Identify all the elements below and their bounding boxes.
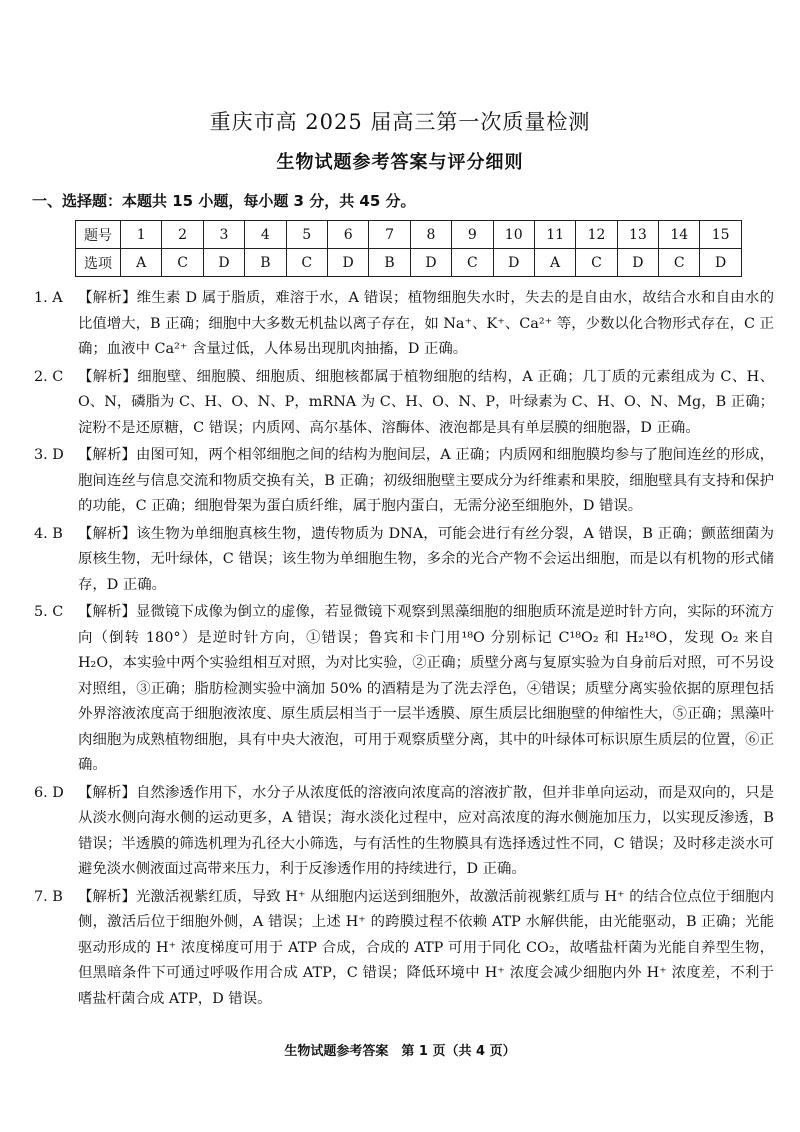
- answer-option-cell: A: [534, 249, 575, 277]
- question-number-cell: 14: [659, 221, 700, 249]
- explanation-number: 5. C: [34, 604, 64, 620]
- question-number-cell: 5: [286, 221, 327, 249]
- answer-table-option-row: [76, 249, 742, 277]
- question-number-cell: 8: [410, 221, 451, 249]
- answer-option-cell: D: [493, 249, 534, 277]
- question-number-cell: 7: [369, 221, 410, 249]
- question-number-cell: 11: [534, 221, 575, 249]
- answer-option-cell: C: [659, 249, 700, 277]
- explanation-item: [34, 600, 774, 779]
- explanation-item: [34, 286, 774, 363]
- explanation-number: 7. B: [34, 888, 63, 905]
- explanation-number: 6. D: [34, 784, 64, 801]
- answer-option-cell: C: [162, 249, 203, 277]
- explanation-item: [34, 885, 774, 1013]
- answer-table: [75, 220, 742, 277]
- explanation-number: 4. B: [34, 525, 63, 542]
- question-number-cell: 6: [327, 221, 368, 249]
- section-heading: 一、选择题：本题共 15 小题，每小题 3 分，共 45 分。: [32, 192, 416, 210]
- answer-option-cell: C: [286, 249, 327, 277]
- explanation-text: 【解析】该生物为单细胞真核生物，遗传物质为 DNA，可能会进行有丝分裂，A 错误，B 正确；颤蓝细菌为原核生物，无叶绿体，C 错误；该生物为单细胞生物，多余的光合产物不会运出细胞，而是以有机物的形式储存，D 正确。: [78, 525, 774, 593]
- explanation-text: 【解析】自然渗透作用下，水分子从浓度低的溶液向浓度高的溶液扩散，但并非单向运动，而是双向的，只是从淡水侧向海水侧的运动更多，A 错误；海水淡化过程中，应对高浓度的海水侧施加压力，以实现反渗透，B 错误；半透膜的筛选机理为孔径大小筛选，与有活性的生物膜具有选择透过性不同，C 错误；及时移走淡水可避免淡水侧液面过高带来压力，利于反渗透作用的持续进行，D 正确。: [78, 784, 774, 877]
- answer-option-cell: D: [700, 249, 741, 277]
- row-label-option: 选项: [76, 249, 121, 277]
- question-number-cell: 12: [576, 221, 617, 249]
- answer-option-cell: B: [369, 249, 410, 277]
- question-number-cell: 9: [452, 221, 493, 249]
- question-number-cell: 4: [245, 221, 286, 249]
- answer-option-cell: B: [245, 249, 286, 277]
- explanation-text: 【解析】显微镜下成像为倒立的虚像，若显微镜下观察到黑藻细胞的细胞质环流是逆时针方向，实际的环流方向（倒转 180°）是逆时针方向，①错误；鲁宾和卡门用¹⁸O 分别标记 C¹⁸O₂ 和 H₂¹⁸O，发现 O₂ 来自 H₂O，本实验中两个实验组相互对照，为对比实验，②正确；质壁分离与复原实验为自身前后对照，可不另设对照组，③正确；脂肪检测实验中滴加 50% 的酒精是为了洗去浮色，④错误；质壁分离实验依据的原理包括外界溶液浓度高于细胞液浓度、原生质层相当于一层半透膜、原生质层比细胞壁的伸缩性大，⑤正确；黑藻叶肉细胞为成熟植物细胞，具有中央大液泡，可用于观察质壁分离，其中的叶绿体可标识原生质层的位置，⑥正确。: [78, 604, 774, 773]
- answer-option-cell: D: [203, 249, 244, 277]
- explanation-item: [34, 781, 774, 883]
- answer-table-number-row: [76, 221, 742, 249]
- explanation-item: [34, 443, 774, 520]
- question-number-cell: 3: [203, 221, 244, 249]
- answer-option-cell: D: [327, 249, 368, 277]
- page-subtitle: 生物试题参考答案与评分细则: [276, 152, 524, 173]
- explanation-text: 【解析】光激活视紫红质，导致 H⁺ 从细胞内运送到细胞外，故激活前视紫红质与 H⁺ 的结合位点位于细胞内侧，激活后位于细胞外侧，A 错误；上述 H⁺ 的跨膜过程不依赖 ATP 水解供能，由光能驱动，B 正确；光能驱动形成的 H⁺ 浓度梯度可用于 ATP 合成，合成的 ATP 可用于同化 CO₂，故嗜盐杆菌为光能自养型生物，但黑暗条件下可通过呼吸作用合成 ATP，C 错误；降低环境中 H⁺ 浓度会减少细胞内外 H⁺ 浓度差，不利于嗜盐杆菌合成 ATP，D 错误。: [78, 888, 774, 1007]
- answer-option-cell: C: [452, 249, 493, 277]
- explanation-number: 2. C: [34, 368, 64, 385]
- question-number-cell: 15: [700, 221, 741, 249]
- explanation-list: [34, 286, 774, 1014]
- question-number-cell: 13: [617, 221, 658, 249]
- answer-option-cell: D: [410, 249, 451, 277]
- page-title: 重庆市高 2025 届高三第一次质量检测: [209, 110, 591, 134]
- question-number-cell: 10: [493, 221, 534, 249]
- explanation-number: 3. D: [34, 447, 64, 463]
- explanation-text: 【解析】细胞壁、细胞膜、细胞质、细胞核都属于植物细胞的结构，A 正确；几丁质的元素组成为 C、H、O、N，磷脂为 C、H、O、N、P，mRNA 为 C、H、O、N、P，叶绿素为 C、H、O、N、Mg，B 正确；淀粉不是还原糖，C 错误；内质网、高尔基体、溶酶体、液泡都是具有单层膜的细胞器，D 正确。: [78, 368, 774, 436]
- row-label-number: 题号: [76, 221, 121, 249]
- answer-option-cell: A: [121, 249, 162, 277]
- explanation-number: 1. A: [34, 290, 63, 306]
- explanation-item: [34, 365, 774, 442]
- question-number-cell: 1: [121, 221, 162, 249]
- answer-option-cell: C: [576, 249, 617, 277]
- explanation-text: 【解析】由图可知，两个相邻细胞之间的结构为胞间层，A 正确；内质网和细胞膜均参与了胞间连丝的形成，胞间连丝与信息交流和物质交换有关，B 正确；初级细胞壁主要成分为纤维素和果胶，细胞壁具有支持和保护的功能，C 正确；细胞骨架为蛋白质纤维，属于胞内蛋白，无需分泌至细胞外，D 错误。: [78, 447, 774, 514]
- answer-option-cell: D: [617, 249, 658, 277]
- explanation-item: [34, 522, 774, 599]
- question-number-cell: 2: [162, 221, 203, 249]
- explanation-text: 【解析】维生素 D 属于脂质，难溶于水，A 错误；植物细胞失水时，失去的是自由水，故结合水和自由水的比值增大，B 正确；细胞中大多数无机盐以离子存在，如 Na⁺、K⁺、Ca²⁺ 等，少数以化合物形式存在，C 正确；血液中 Ca²⁺ 含量过低，人体易出现肌肉抽搐，D 正确。: [78, 290, 774, 357]
- page-footer: 生物试题参考答案 第 1 页（共 4 页）: [284, 1044, 516, 1059]
